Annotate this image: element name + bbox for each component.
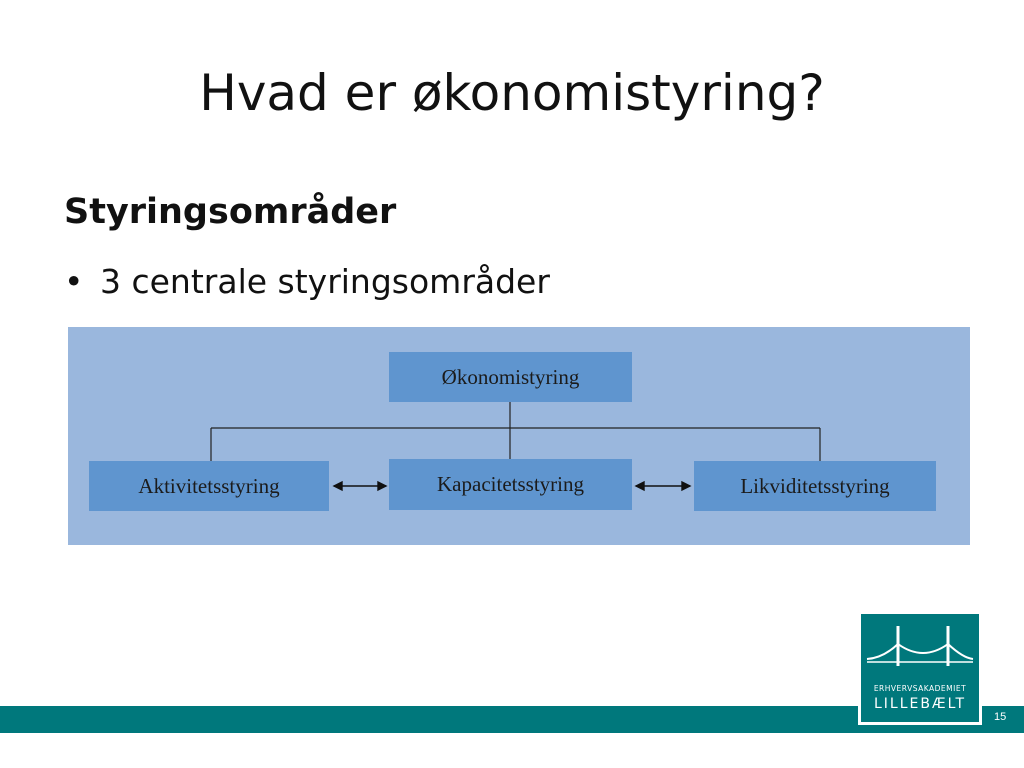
slide-title: Hvad er økonomistyring? [199, 64, 825, 122]
diagram-box-likviditetsstyring: Likviditetsstyring [694, 461, 936, 511]
bullet-item [64, 262, 550, 301]
diagram-box-aktivitetsstyring: Aktivitetsstyring [89, 461, 329, 511]
diagram-box-kapacitetsstyring: Kapacitetsstyring [389, 459, 632, 510]
bullet-text: 3 centrale styringsområder [100, 262, 550, 301]
erhvervsakademiet-logo [858, 611, 982, 725]
logo-text-bottom: LILLEBÆLT [873, 696, 967, 712]
logo-text-top: ERHVERVSAKADEMIET [873, 684, 967, 693]
org-diagram [68, 327, 970, 545]
diagram-root-box: Økonomistyring [389, 352, 632, 402]
bridge-icon [861, 614, 979, 682]
section-heading: Styringsområder [64, 192, 397, 232]
page-number: 15 [994, 711, 1007, 723]
bullet-icon: • [64, 262, 84, 301]
